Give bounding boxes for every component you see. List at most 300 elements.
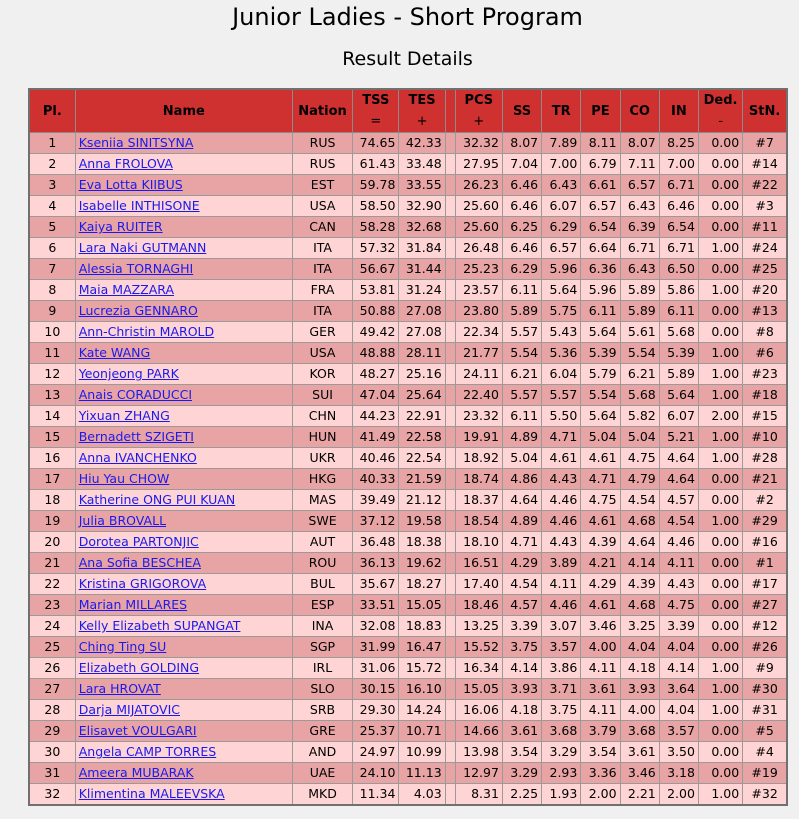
pe-cell: 6.54 [581, 217, 620, 238]
table-row [29, 406, 787, 427]
spacer-cell [445, 385, 455, 406]
header-place: Pl. [29, 89, 75, 133]
skater-name-link[interactable]: Alessia TORNAGHI [78, 261, 194, 276]
skater-name-link[interactable]: Kate WANG [78, 345, 151, 360]
skater-name-link[interactable]: Kseniia SINITSYNA [78, 135, 194, 150]
tr-cell: 7.00 [542, 154, 581, 175]
tr-cell: 4.43 [542, 469, 581, 490]
pe-cell: 3.46 [581, 616, 620, 637]
tes-cell: 22.91 [399, 406, 445, 427]
results-table [28, 88, 788, 806]
tss-cell: 40.46 [353, 448, 399, 469]
table-row [29, 238, 787, 259]
co-cell: 6.43 [620, 196, 659, 217]
spacer-cell [445, 217, 455, 238]
pe-cell: 6.79 [581, 154, 620, 175]
nation-cell: ESP [292, 595, 352, 616]
pe-cell: 6.64 [581, 238, 620, 259]
ss-cell: 4.57 [502, 595, 541, 616]
nation-cell: IRL [292, 658, 352, 679]
tes-cell: 22.54 [399, 448, 445, 469]
deduction-cell: 0.00 [698, 637, 742, 658]
pe-cell: 5.79 [581, 364, 620, 385]
co-cell: 8.07 [620, 133, 659, 154]
tr-cell: 5.75 [542, 301, 581, 322]
nation-cell: AUT [292, 532, 352, 553]
deduction-cell: 0.00 [698, 532, 742, 553]
spacer-cell [445, 427, 455, 448]
tss-cell: 24.10 [353, 763, 399, 784]
start-number-cell: #30 [743, 679, 787, 700]
start-number-cell: #25 [743, 259, 787, 280]
skater-name-link[interactable]: Yeonjeong PARK [78, 366, 179, 381]
skater-name-link[interactable]: Darja MIJATOVIC [78, 702, 181, 717]
start-number-cell: #14 [743, 154, 787, 175]
header-tr: TR [542, 89, 581, 133]
skater-name-link[interactable]: Elisavet VOULGARI [78, 723, 197, 738]
start-number-cell: #4 [743, 742, 787, 763]
tr-cell: 5.36 [542, 343, 581, 364]
tss-cell: 36.13 [353, 553, 399, 574]
skater-name-link[interactable]: Isabelle INTHISONE [78, 198, 200, 213]
ss-cell: 6.11 [502, 280, 541, 301]
tes-cell: 33.55 [399, 175, 445, 196]
start-number-cell: #7 [743, 133, 787, 154]
in-cell: 5.39 [659, 343, 698, 364]
pe-cell: 3.61 [581, 679, 620, 700]
tss-cell: 59.78 [353, 175, 399, 196]
skater-name-link[interactable]: Julia BROVALL [78, 513, 167, 528]
start-number-cell: #12 [743, 616, 787, 637]
co-cell: 4.00 [620, 700, 659, 721]
skater-name-link[interactable]: Klimentina MALEEVSKA [78, 786, 225, 801]
table-row [29, 616, 787, 637]
tes-cell: 25.64 [399, 385, 445, 406]
pe-cell: 6.61 [581, 175, 620, 196]
place-cell: 1 [29, 133, 75, 154]
skater-name-link[interactable]: Hiu Yau CHOW [78, 471, 170, 486]
spacer-cell [445, 280, 455, 301]
spacer-cell [445, 574, 455, 595]
spacer-cell [445, 259, 455, 280]
tr-cell: 2.93 [542, 763, 581, 784]
skater-name-link[interactable]: Anna IVANCHENKO [78, 450, 197, 465]
header-stn: StN. [743, 89, 787, 133]
pe-cell: 4.61 [581, 448, 620, 469]
in-cell: 4.75 [659, 595, 698, 616]
table-row [29, 658, 787, 679]
table-row [29, 553, 787, 574]
nation-cell: UKR [292, 448, 352, 469]
name-cell [75, 553, 292, 574]
pcs-cell: 25.60 [455, 196, 502, 217]
ss-cell: 2.25 [502, 784, 541, 806]
pe-cell: 5.96 [581, 280, 620, 301]
start-number-cell: #16 [743, 532, 787, 553]
tr-cell: 3.89 [542, 553, 581, 574]
skater-name-link[interactable]: Angela CAMP TORRES [78, 744, 217, 759]
nation-cell: ITA [292, 238, 352, 259]
table-row [29, 259, 787, 280]
tr-cell: 1.93 [542, 784, 581, 806]
in-cell: 4.46 [659, 532, 698, 553]
in-cell: 2.00 [659, 784, 698, 806]
in-cell: 5.64 [659, 385, 698, 406]
tes-cell: 21.59 [399, 469, 445, 490]
tss-cell: 30.15 [353, 679, 399, 700]
nation-cell: ITA [292, 301, 352, 322]
tes-cell: 21.12 [399, 490, 445, 511]
ss-cell: 6.46 [502, 175, 541, 196]
name-cell [75, 238, 292, 259]
tes-cell: 22.58 [399, 427, 445, 448]
place-cell: 15 [29, 427, 75, 448]
tes-cell: 19.62 [399, 553, 445, 574]
pe-cell: 4.75 [581, 490, 620, 511]
skater-name-link[interactable]: Anna FROLOVA [78, 156, 173, 171]
table-row [29, 427, 787, 448]
co-cell: 4.75 [620, 448, 659, 469]
table-row [29, 343, 787, 364]
nation-cell: SGP [292, 637, 352, 658]
start-number-cell: #1 [743, 553, 787, 574]
spacer-cell [445, 175, 455, 196]
in-cell: 4.14 [659, 658, 698, 679]
tes-cell: 28.11 [399, 343, 445, 364]
pe-cell: 5.64 [581, 406, 620, 427]
name-cell [75, 700, 292, 721]
deduction-cell: 0.00 [698, 742, 742, 763]
skater-name-link[interactable]: Dorotea PARTONJIC [78, 534, 199, 549]
nation-cell: KOR [292, 364, 352, 385]
deduction-cell: 0.00 [698, 616, 742, 637]
tr-cell: 4.43 [542, 532, 581, 553]
ss-cell: 4.18 [502, 700, 541, 721]
co-cell: 6.57 [620, 175, 659, 196]
name-cell [75, 637, 292, 658]
name-cell [75, 280, 292, 301]
start-number-cell: #11 [743, 217, 787, 238]
co-cell: 4.39 [620, 574, 659, 595]
skater-name-link[interactable]: Anais CORADUCCI [78, 387, 193, 402]
tr-cell: 5.96 [542, 259, 581, 280]
skater-name-link[interactable]: Katherine ONG PUI KUAN [78, 492, 236, 507]
spacer-cell [445, 490, 455, 511]
in-cell: 3.57 [659, 721, 698, 742]
pcs-cell: 18.74 [455, 469, 502, 490]
ss-cell: 5.57 [502, 322, 541, 343]
pe-cell: 4.11 [581, 658, 620, 679]
start-number-cell: #6 [743, 343, 787, 364]
table-row [29, 301, 787, 322]
name-cell [75, 301, 292, 322]
header-name: Name [75, 89, 292, 133]
pcs-cell: 23.80 [455, 301, 502, 322]
table-row [29, 511, 787, 532]
tr-cell: 4.46 [542, 511, 581, 532]
tss-cell: 50.88 [353, 301, 399, 322]
skater-name-link[interactable]: Eva Lotta KIIBUS [78, 177, 183, 192]
deduction-cell: 0.00 [698, 217, 742, 238]
tss-cell: 32.08 [353, 616, 399, 637]
co-cell: 4.68 [620, 511, 659, 532]
tr-cell: 4.61 [542, 448, 581, 469]
table-row [29, 721, 787, 742]
deduction-cell: 0.00 [698, 469, 742, 490]
nation-cell: AND [292, 742, 352, 763]
name-cell [75, 616, 292, 637]
table-row [29, 532, 787, 553]
deduction-cell: 0.00 [698, 154, 742, 175]
in-cell: 6.11 [659, 301, 698, 322]
name-cell [75, 427, 292, 448]
start-number-cell: #10 [743, 427, 787, 448]
co-cell: 7.11 [620, 154, 659, 175]
place-cell: 13 [29, 385, 75, 406]
deduction-cell: 1.00 [698, 280, 742, 301]
ss-cell: 4.29 [502, 553, 541, 574]
skater-name-link[interactable]: Ann-Christin MAROLD [78, 324, 215, 339]
name-cell [75, 721, 292, 742]
pcs-cell: 18.46 [455, 595, 502, 616]
ss-cell: 5.54 [502, 343, 541, 364]
place-cell: 8 [29, 280, 75, 301]
ss-cell: 3.54 [502, 742, 541, 763]
table-row [29, 742, 787, 763]
tss-cell: 44.23 [353, 406, 399, 427]
skater-name-link[interactable]: Ameera MUBARAK [78, 765, 194, 780]
ss-cell: 6.25 [502, 217, 541, 238]
skater-name-link[interactable]: Lara Naki GUTMANN [78, 240, 207, 255]
tss-cell: 25.37 [353, 721, 399, 742]
skater-name-link[interactable]: Kaiya RUITER [78, 219, 163, 234]
tss-cell: 33.51 [353, 595, 399, 616]
deduction-cell: 1.00 [698, 343, 742, 364]
skater-name-link[interactable]: Yixuan ZHANG [78, 408, 170, 423]
in-cell: 5.89 [659, 364, 698, 385]
in-cell: 4.64 [659, 448, 698, 469]
nation-cell: GER [292, 322, 352, 343]
spacer-cell [445, 721, 455, 742]
nation-cell: HUN [292, 427, 352, 448]
header-spacer [445, 89, 455, 133]
name-cell [75, 469, 292, 490]
co-cell: 4.14 [620, 553, 659, 574]
tes-cell: 16.10 [399, 679, 445, 700]
in-cell: 3.18 [659, 763, 698, 784]
tes-cell: 11.13 [399, 763, 445, 784]
start-number-cell: #13 [743, 301, 787, 322]
ss-cell: 4.89 [502, 511, 541, 532]
header-tes: TES + [399, 89, 445, 133]
in-cell: 6.07 [659, 406, 698, 427]
start-number-cell: #27 [743, 595, 787, 616]
co-cell: 4.64 [620, 532, 659, 553]
skater-name-link[interactable]: Ching Ting SU [78, 639, 167, 654]
name-cell [75, 742, 292, 763]
tes-cell: 10.71 [399, 721, 445, 742]
nation-cell: USA [292, 196, 352, 217]
tr-cell: 3.86 [542, 658, 581, 679]
skater-name-link[interactable]: Bernadett SZIGETI [78, 429, 194, 444]
deduction-cell: 0.00 [698, 721, 742, 742]
tes-cell: 25.16 [399, 364, 445, 385]
place-cell: 29 [29, 721, 75, 742]
pe-cell: 4.61 [581, 595, 620, 616]
deduction-cell: 2.00 [698, 406, 742, 427]
pcs-cell: 19.91 [455, 427, 502, 448]
table-row [29, 154, 787, 175]
name-cell [75, 322, 292, 343]
pcs-cell: 26.48 [455, 238, 502, 259]
in-cell: 4.04 [659, 637, 698, 658]
tss-cell: 39.49 [353, 490, 399, 511]
start-number-cell: #24 [743, 238, 787, 259]
pcs-cell: 13.25 [455, 616, 502, 637]
pe-cell: 4.61 [581, 511, 620, 532]
name-cell [75, 763, 292, 784]
deduction-cell: 1.00 [698, 679, 742, 700]
spacer-cell [445, 763, 455, 784]
start-number-cell: #31 [743, 700, 787, 721]
header-ded: Ded. - [698, 89, 742, 133]
start-number-cell: #2 [743, 490, 787, 511]
place-cell: 23 [29, 595, 75, 616]
nation-cell: EST [292, 175, 352, 196]
table-row [29, 469, 787, 490]
deduction-cell: 0.00 [698, 553, 742, 574]
co-cell: 3.46 [620, 763, 659, 784]
table-row [29, 364, 787, 385]
place-cell: 18 [29, 490, 75, 511]
ss-cell: 3.29 [502, 763, 541, 784]
table-body [29, 133, 787, 806]
tes-cell: 18.83 [399, 616, 445, 637]
tes-cell: 4.03 [399, 784, 445, 806]
place-cell: 6 [29, 238, 75, 259]
name-cell [75, 385, 292, 406]
in-cell: 8.25 [659, 133, 698, 154]
nation-cell: INA [292, 616, 352, 637]
table-row [29, 679, 787, 700]
pcs-cell: 25.60 [455, 217, 502, 238]
place-cell: 4 [29, 196, 75, 217]
pe-cell: 4.00 [581, 637, 620, 658]
tss-cell: 35.67 [353, 574, 399, 595]
skater-name-link[interactable]: Elizabeth GOLDING [78, 660, 200, 675]
header-row [29, 89, 787, 133]
name-cell [75, 595, 292, 616]
deduction-cell: 0.00 [698, 175, 742, 196]
pcs-cell: 15.52 [455, 637, 502, 658]
ss-cell: 3.93 [502, 679, 541, 700]
start-number-cell: #22 [743, 175, 787, 196]
pe-cell: 5.54 [581, 385, 620, 406]
co-cell: 4.68 [620, 595, 659, 616]
in-cell: 6.46 [659, 196, 698, 217]
skater-name-link[interactable]: Kristina GRIGOROVA [78, 576, 207, 591]
in-cell: 5.68 [659, 322, 698, 343]
table-row [29, 196, 787, 217]
tr-cell: 3.57 [542, 637, 581, 658]
pcs-cell: 18.92 [455, 448, 502, 469]
header-in: IN [659, 89, 698, 133]
nation-cell: UAE [292, 763, 352, 784]
in-cell: 3.39 [659, 616, 698, 637]
tr-cell: 4.11 [542, 574, 581, 595]
skater-name-link[interactable]: Kelly Elizabeth SUPANGAT [78, 618, 241, 633]
name-cell [75, 532, 292, 553]
header-pcs: PCS + [455, 89, 502, 133]
spacer-cell [445, 322, 455, 343]
tss-cell: 48.27 [353, 364, 399, 385]
nation-cell: RUS [292, 154, 352, 175]
tr-cell: 3.29 [542, 742, 581, 763]
tr-cell: 6.57 [542, 238, 581, 259]
tss-cell: 53.81 [353, 280, 399, 301]
spacer-cell [445, 784, 455, 806]
name-cell [75, 133, 292, 154]
co-cell: 4.18 [620, 658, 659, 679]
pcs-cell: 12.97 [455, 763, 502, 784]
start-number-cell: #9 [743, 658, 787, 679]
tss-cell: 41.49 [353, 427, 399, 448]
co-cell: 4.54 [620, 490, 659, 511]
table-row [29, 490, 787, 511]
pcs-cell: 26.23 [455, 175, 502, 196]
place-cell: 5 [29, 217, 75, 238]
pcs-cell: 23.57 [455, 280, 502, 301]
tes-cell: 32.90 [399, 196, 445, 217]
skater-name-link[interactable]: Maia MAZZARA [78, 282, 175, 297]
pe-cell: 3.79 [581, 721, 620, 742]
nation-cell: MAS [292, 490, 352, 511]
tss-cell: 49.42 [353, 322, 399, 343]
nation-cell: FRA [292, 280, 352, 301]
nation-cell: MKD [292, 784, 352, 806]
co-cell: 5.82 [620, 406, 659, 427]
skater-name-link[interactable]: Ana Sofia BESCHEA [78, 555, 201, 570]
co-cell: 3.61 [620, 742, 659, 763]
in-cell: 6.54 [659, 217, 698, 238]
skater-name-link[interactable]: Lara HROVAT [78, 681, 161, 696]
tes-cell: 15.05 [399, 595, 445, 616]
place-cell: 24 [29, 616, 75, 637]
tes-cell: 18.38 [399, 532, 445, 553]
start-number-cell: #32 [743, 784, 787, 806]
pe-cell: 2.00 [581, 784, 620, 806]
name-cell [75, 364, 292, 385]
skater-name-link[interactable]: Marian MILLARES [78, 597, 188, 612]
tr-cell: 3.68 [542, 721, 581, 742]
co-cell: 6.43 [620, 259, 659, 280]
nation-cell: HKG [292, 469, 352, 490]
nation-cell: USA [292, 343, 352, 364]
table-row [29, 637, 787, 658]
tss-cell: 31.06 [353, 658, 399, 679]
spacer-cell [445, 133, 455, 154]
table-row [29, 385, 787, 406]
name-cell [75, 448, 292, 469]
ss-cell: 4.89 [502, 427, 541, 448]
ss-cell: 7.04 [502, 154, 541, 175]
nation-cell: ITA [292, 259, 352, 280]
ss-cell: 3.61 [502, 721, 541, 742]
name-cell [75, 574, 292, 595]
table-row [29, 175, 787, 196]
skater-name-link[interactable]: Lucrezia GENNARO [78, 303, 198, 318]
tes-cell: 33.48 [399, 154, 445, 175]
